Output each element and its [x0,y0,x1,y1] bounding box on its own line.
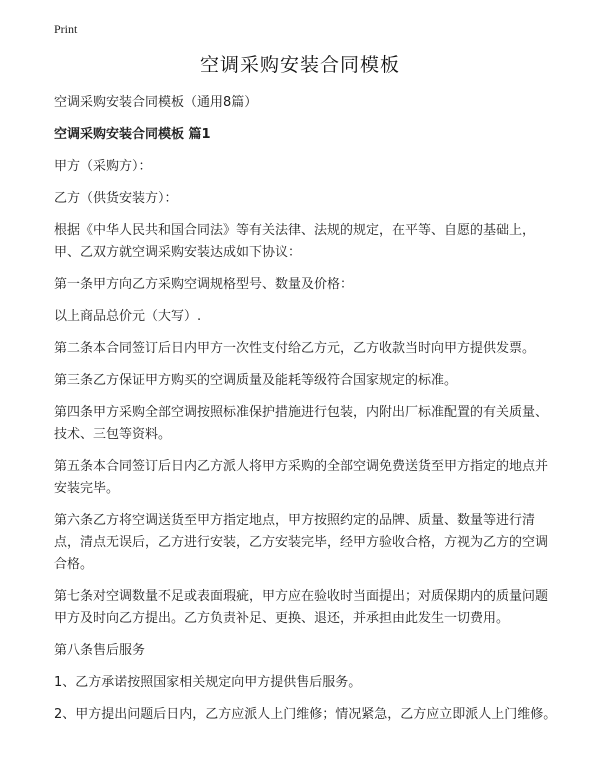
print-label: Print [54,22,78,36]
paragraph-article-8: 第八条售后服务 [54,643,146,658]
paragraph-service-2: 2、甲方提出问题后日内，乙方应派人上门维修；情况紧急，乙方应立即派人上门维修。 [54,707,557,722]
paragraph-article-4: 第四条甲方采购全部空调按照标准保护措施进行包装，内附出厂标准配置的有关质量、技术、三包等资料。 [54,405,549,442]
paragraph-party-b: 乙方（供货安装方）： [54,191,178,206]
paragraph-article-5: 第五条本合同签订后日内乙方派人将甲方采购的全部空调免费送货至甲方指定的地点并安装完毕。 [54,459,549,496]
paragraph-preamble: 根据《中华人民共和国合同法》等有关法律、法规的规定，在平等、自愿的基础上，甲、乙双方就空调采购安装达成如下协议： [54,223,536,260]
paragraph-article-6: 第六条乙方将空调送货至甲方指定地点，甲方按照约定的品牌、质量、数量等进行清点，清点无误后，乙方进行安装，乙方安装完毕，经甲方验收合格，方视为乙方的空调合格。 [54,513,549,572]
paragraph-service-1: 1、乙方承诺按照国家相关规定向甲方提供售后服务。 [54,675,362,690]
document-title: 空调采购安装合同模板 [199,54,400,76]
paragraph-article-7: 第七条对空调数量不足或表面瑕疵，甲方应在验收时当面提出；对质保期内的质量问题甲方及时向乙方提出。乙方负责补足、更换、退还，并承担由此发生一切费用。 [54,589,549,626]
paragraph-article-3: 第三条乙方保证甲方购买的空调质量及能耗等级符合国家规定的标准。 [54,373,458,388]
paragraph-total-price: 以上商品总价元（大写）. [54,309,202,324]
section-heading: 空调采购安装合同模板 篇1 [54,127,211,142]
paragraph-article-1: 第一条甲方向乙方采购空调规格型号、数量及价格： [54,277,354,292]
paragraph-article-2: 第二条本合同签订后日内甲方一次性支付给乙方元，乙方收款当时向甲方提供发票。 [54,341,536,356]
document-body [54,92,558,736]
paragraph-subtitle: 空调采购安装合同模板（通用8篇） [54,95,258,110]
paragraph-party-a: 甲方（采购方）： [54,159,152,174]
